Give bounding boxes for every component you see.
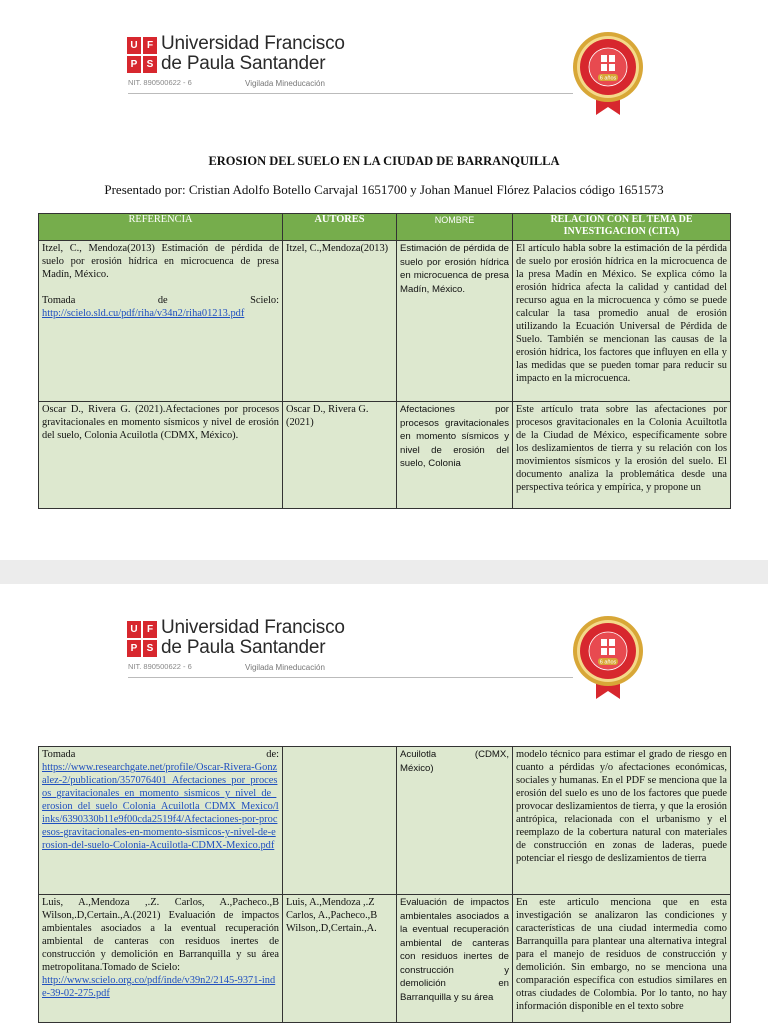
cell-nombre: Acuilotla (CDMX, México) bbox=[397, 747, 513, 895]
cell-nombre: Evaluación de impactos ambientales asociados a la eventual recuperación ambiental de canteras con residuos inertes de construcción y demolición en Barranquilla y su área bbox=[397, 895, 513, 1023]
logo-letter: P bbox=[127, 56, 141, 73]
logo-letter: U bbox=[127, 621, 141, 638]
reference-table-continued bbox=[38, 746, 731, 1023]
cell-relacion: El artículo habla sobre la estimación de la pérdida de suelo por erosión hídrica en la microcuenca de la presa Madín en México. Se explica cómo la erosión hídrica afecta la calidad y cantidad del recurso agua en la microcuenca y cómo se puede calcular la tasa promedio anual de erosión utilizando la Ecuación Universal de Pérdida de Suelo. También se mencionan las causas de la erosión hídrica, los factores que influyen en ella y las medidas que se pueden tomar para reducir su impacto en la microcuenca. bbox=[513, 241, 731, 402]
cell-referencia bbox=[39, 747, 283, 895]
letterhead bbox=[0, 584, 768, 704]
seal-years: 6 años bbox=[599, 75, 617, 82]
logo-letter: F bbox=[143, 37, 157, 54]
university-name bbox=[161, 34, 345, 74]
nit-number: NIT. 890500622 - 6 bbox=[128, 662, 192, 671]
university-name-line1: Universidad Francisco bbox=[161, 617, 345, 638]
table-row bbox=[39, 402, 731, 509]
table-row bbox=[39, 747, 731, 895]
reference-source: Tomada de: bbox=[42, 749, 279, 760]
reference-source: Tomada de Scielo: bbox=[42, 295, 279, 306]
nit-number: NIT. 890500622 - 6 bbox=[128, 78, 192, 87]
cell-autores: Luis, A.,Mendoza ,.Z Carlos, A.,Pacheco.,B Wilson,.D,Certain.,A. bbox=[283, 895, 397, 1023]
cell-relacion: modelo técnico para estimar el grado de riesgo en cuanto a pérdidas y/o afectaciones económicas, sociales y humanas. En el PDF se menciona que la erosión del suelo es uno de los factores que puede provocar deslizamientos de tierra, y que la erosión antrópica, relacionada con el urbanismo y el reemplazo de la cobertura natural con materiales de construcción en zonas de laderas, puede potenciar el riesgo de deslizamientos de tierra bbox=[513, 747, 731, 895]
header-nombre: NOMBRE bbox=[397, 214, 513, 241]
reference-text: Luis, A.,Mendoza ,.Z. Carlos, A.,Pacheco.,B Wilson,.D,Certain.,A.(2021) Evaluación de impactos ambientales asociados a la eventual recuperación ambiental de canteras con residuos inertes de construcción y demolición en Barranquilla y su área metropolitana.Tomado de Scielo: bbox=[42, 897, 279, 973]
page-2 bbox=[0, 584, 768, 1024]
cell-relacion: Este artículo trata sobre las afectaciones por procesos gravitacionales en la Colonia Acuiltotla de la Ciudad de México, específicamente sobre los deslizamientos de tierra y su relación con los movimientos sísmicos y la erosión del suelo. El documento analiza la problemática desde una perspectiva teórica y empírica, y propone un bbox=[513, 402, 731, 509]
cell-autores bbox=[283, 747, 397, 895]
reference-link[interactable]: http://scielo.sld.cu/pdf/riha/v34n2/riha01213.pdf bbox=[42, 308, 245, 319]
cell-autores: Oscar D., Rivera G. (2021) bbox=[283, 402, 397, 509]
university-name-line1: Universidad Francisco bbox=[161, 33, 345, 54]
cell-nombre: Estimación de pérdida de suelo por erosión hídrica en microcuenca de presa Madín, México. bbox=[397, 241, 513, 402]
cell-relacion: En este articulo menciona que en esta investigación se analizaron las condiciones y características de una ciudad intermedia como Barranquilla para plantear una alternativa integral para el manejo de residuos de construcción y demolición. Sin embargo, no se menciona una comparación específica con estudios similares en otras ciudades de Colombia. Por lo tanto, no hay información disponible en el texto sobre bbox=[513, 895, 731, 1023]
vigilada-text: Vigilada Mineducación bbox=[245, 663, 325, 672]
logo-letter: U bbox=[127, 37, 141, 54]
header-autores: AUTORES bbox=[283, 214, 397, 241]
cell-referencia bbox=[39, 895, 283, 1023]
header-rule bbox=[128, 93, 573, 94]
logo-letter: S bbox=[143, 640, 157, 657]
table-row bbox=[39, 895, 731, 1023]
table-row bbox=[39, 241, 731, 402]
reference-text: Itzel, C., Mendoza(2013) Estimación de pérdida de suelo por erosión hídrica en microcuenca de presa Madín, México. bbox=[42, 243, 279, 280]
logo-letter: F bbox=[143, 621, 157, 638]
reference-link[interactable]: https://www.researchgate.net/profile/Oscar-Rivera-Gonzalez-2/publication/357076401_Afectaciones_por_procesos_gravitacionales_en_momento_sismicos_y_nivel_de_erosion_del_suelo_Colonia_Acuilotla_CDMX_Mexico/links/6390330b11e9f00cda2519f4/Afectaciones-por-procesos-gravitacionales-en-momento-sismicos-y-nivel-de-erosion-del-suelo-Colonia-Acuilotla-CDMX-Mexico.pdf bbox=[42, 762, 279, 851]
header-relacion: RELACION CON EL TEMA DE INVESTIGACION (CITA) bbox=[513, 214, 731, 241]
vigilada-text: Vigilada Mineducación bbox=[245, 79, 325, 88]
cell-nombre: Afectaciones por procesos gravitacionales en momento sísmicos y nivel de erosión del suelo, Colonia bbox=[397, 402, 513, 509]
reference-table bbox=[38, 213, 731, 509]
seal-years: 6 años bbox=[599, 659, 617, 666]
table-header-row bbox=[39, 214, 731, 241]
accreditation-seal-icon bbox=[570, 615, 646, 701]
header-rule bbox=[128, 677, 573, 678]
ufps-logo bbox=[127, 37, 157, 73]
cell-referencia: Oscar D., Rivera G. (2021).Afectaciones por procesos gravitacionales en momento sísmicos y nivel de erosión del suelo, Colonia Acuilotla (CDMX, México). bbox=[39, 402, 283, 509]
accreditation-seal-icon bbox=[570, 31, 646, 117]
logo-letter: P bbox=[127, 640, 141, 657]
header-referencia: REFERENCIA bbox=[39, 214, 283, 241]
university-name-line2: de Paula Santander bbox=[161, 637, 326, 658]
university-name bbox=[161, 618, 345, 658]
logo-letter: S bbox=[143, 56, 157, 73]
cell-autores: Itzel, C.,Mendoza(2013) bbox=[283, 241, 397, 402]
university-name-line2: de Paula Santander bbox=[161, 53, 326, 74]
reference-link[interactable]: http://www.scielo.org.co/pdf/inde/v39n2/2145-9371-inde-39-02-275.pdf bbox=[42, 975, 276, 999]
letterhead bbox=[0, 0, 768, 120]
ufps-logo bbox=[127, 621, 157, 657]
cell-referencia bbox=[39, 241, 283, 402]
presented-by: Presentado por: Cristian Adolfo Botello Carvajal 1651700 y Johan Manuel Flórez Palacios código 1651573 bbox=[104, 182, 664, 197]
document-title: EROSION DEL SUELO EN LA CIUDAD DE BARRANQUILLA bbox=[208, 154, 560, 168]
